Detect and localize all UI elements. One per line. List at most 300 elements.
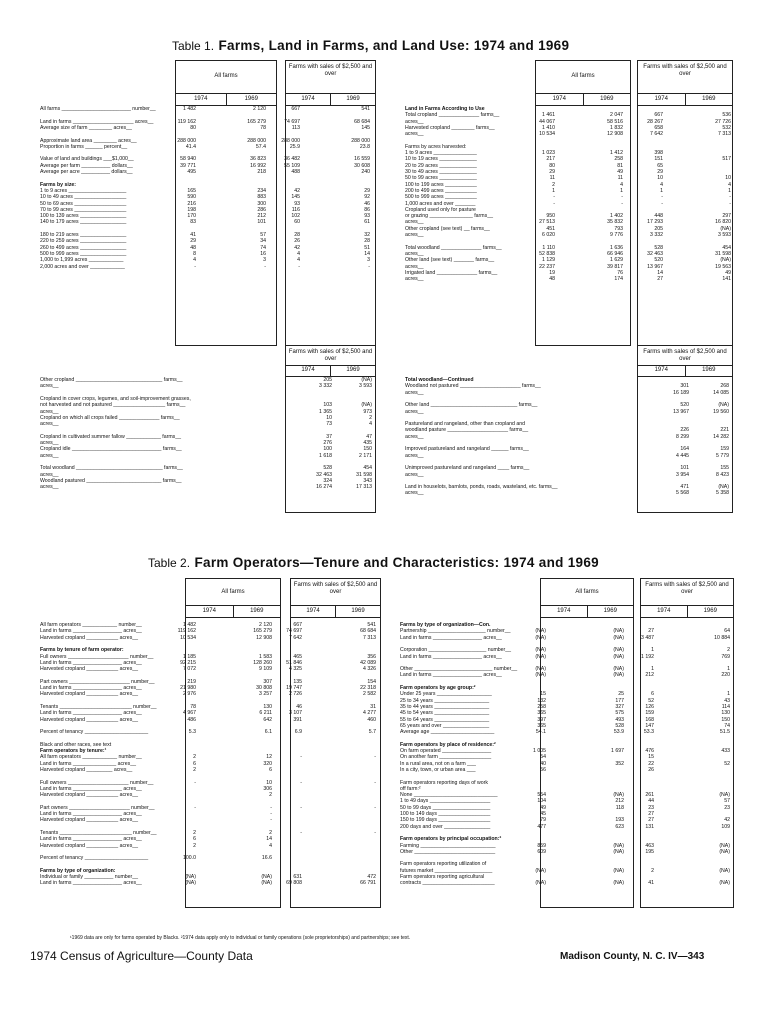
- cell-value: (NA): [613, 672, 624, 679]
- cell-value: (NA): [718, 402, 729, 409]
- cell-value: 113: [291, 124, 300, 131]
- cell-value: 145: [361, 124, 370, 131]
- cell-value: 126: [645, 703, 654, 710]
- t2-right-sales-header: [640, 578, 734, 618]
- row-label: Unimproved pastureland and rangeland ____ farms__: [405, 465, 530, 472]
- cell-value: 4 326: [363, 666, 376, 673]
- table1-heading: Farms, Land in Farms, and Land Use: 1974 and 1969: [218, 38, 570, 53]
- row-label: Harvested cropland ___________ acres__: [40, 817, 139, 824]
- cell-value: 100: [323, 446, 332, 453]
- table-row: [400, 880, 735, 886]
- cell-value: 486: [187, 716, 196, 723]
- cell-value: 642: [263, 716, 272, 723]
- cell-value: 42 089: [360, 659, 376, 666]
- cell-value: 93: [294, 200, 300, 207]
- cell-value: 1 023: [542, 150, 555, 157]
- cell-value: 240: [361, 169, 370, 175]
- cell-value: 40: [540, 760, 546, 767]
- cell-value: 48: [190, 244, 196, 251]
- cell-value: 433: [721, 748, 730, 754]
- cell-value: 69 808: [286, 880, 302, 887]
- row-label: not harvested and not pastured __________________ farms__: [40, 402, 186, 409]
- row-label: Farms by tenure of farm operator:: [40, 647, 124, 654]
- cell-value: -: [621, 194, 623, 201]
- cell-value: 2: [193, 766, 196, 773]
- row-label: Farm operators by place of residence:²: [400, 741, 496, 748]
- cell-value: 288 000: [177, 137, 196, 144]
- row-label: acres__: [405, 471, 424, 478]
- year-1969: 1969: [233, 606, 281, 617]
- cell-value: 43: [724, 697, 730, 704]
- row-label: 140 to 179 acres ________________: [40, 219, 127, 226]
- cell-value: 21 980: [180, 685, 196, 691]
- cell-value: 68 684: [360, 628, 376, 635]
- cell-value: 14: [266, 836, 272, 843]
- header-group-label: Farms with sales of $2,500 and over: [645, 582, 729, 595]
- cell-value: 26: [294, 238, 300, 245]
- cell-value: 8: [193, 250, 196, 257]
- cell-value: 30 808: [256, 685, 272, 691]
- row-label: Harvested cropland ___________ acres__: [40, 691, 139, 698]
- cell-value: 48: [549, 276, 555, 283]
- row-label: Land in farms _________________ acres__: [40, 836, 142, 843]
- cell-value: -: [300, 804, 302, 811]
- row-label: 45 to 54 years ___________________: [400, 710, 490, 717]
- table2-heading: Farm Operators—Tenure and Characteristics: 1974 and 1969: [194, 555, 599, 570]
- cell-value: 623: [615, 823, 624, 830]
- row-label: Land in farms _________________ acres__: [40, 880, 142, 887]
- cell-value: 61: [364, 219, 370, 226]
- cell-value: (NA): [613, 842, 624, 849]
- cell-value: (NA): [719, 867, 730, 874]
- row-label: Harvested cropland ___________ acres__: [40, 842, 139, 849]
- table-row: [40, 880, 385, 886]
- cell-value: -: [621, 200, 623, 207]
- cell-value: 73: [326, 421, 332, 428]
- cell-value: 42: [294, 187, 300, 194]
- cell-value: 212: [257, 213, 266, 220]
- row-label: Improved pastureland and rangeland ______ farms__: [405, 446, 529, 453]
- cell-value: 5 568: [676, 490, 689, 497]
- year-1969: 1969: [330, 94, 375, 105]
- cell-value: (NA): [535, 867, 546, 874]
- cell-value: 216: [187, 200, 196, 207]
- row-label: or grazing _______________ farms__: [405, 213, 493, 220]
- row-label: Average age ______________________: [400, 729, 495, 736]
- cell-value: 16 274: [316, 484, 332, 491]
- cell-value: 27: [648, 817, 654, 824]
- cell-value: 658: [654, 124, 663, 131]
- cell-value: 16 189: [673, 389, 689, 396]
- cell-value: 1: [660, 187, 663, 194]
- cell-value: 1 410: [542, 124, 555, 131]
- cell-value: 29: [549, 169, 555, 175]
- table2-title: [148, 554, 599, 572]
- cell-value: 6: [269, 766, 272, 773]
- row-label: contracts _________________________: [400, 880, 495, 887]
- row-label: Cropland idle _______________________________ farms__: [40, 446, 182, 453]
- cell-value: (NA): [613, 653, 624, 660]
- cell-value: 2 171: [359, 452, 372, 459]
- cell-value: 6: [651, 691, 654, 698]
- cell-value: 536: [722, 112, 731, 119]
- cell-value: 493: [615, 716, 624, 723]
- row-label: acres__: [405, 263, 424, 270]
- cell-value: (NA): [185, 880, 196, 887]
- row-label: Farming __________________________: [400, 842, 496, 849]
- cell-value: 32 463: [316, 471, 332, 478]
- row-label: acres__: [40, 421, 59, 428]
- cell-value: 221: [720, 427, 729, 434]
- row-label: acres__: [40, 471, 59, 478]
- cell-value: 83: [190, 219, 196, 226]
- cell-value: -: [729, 200, 731, 207]
- cell-value: 44: [648, 798, 654, 805]
- header-group-label: Farms with sales of $2,500 and over: [293, 582, 378, 595]
- cell-value: 1 129: [542, 257, 555, 264]
- cell-value: 10 534: [180, 634, 196, 641]
- cell-value: 397: [537, 716, 546, 723]
- cell-value: 7 313: [718, 131, 731, 138]
- cell-value: 2: [369, 414, 372, 421]
- cell-value: -: [374, 754, 376, 761]
- row-label: Land in farms _________________ acres__: [40, 811, 142, 817]
- row-label: acres__: [405, 250, 424, 257]
- row-label: Farms by acres harvested:: [405, 143, 467, 150]
- cell-value: 667: [293, 622, 302, 628]
- t1-bl-sales-header: [285, 346, 376, 366]
- cell-value: 217: [546, 156, 555, 163]
- cell-value: 4: [297, 250, 300, 257]
- cell-value: 130: [721, 710, 730, 717]
- cell-value: 19 563: [715, 263, 731, 270]
- row-label: acres__: [405, 452, 424, 459]
- row-label: Farms by type of organization—Con.: [400, 622, 491, 628]
- cell-value: 58 940: [180, 156, 196, 163]
- cell-value: -: [270, 804, 272, 811]
- row-label: Total cropland ______________ farms__: [405, 112, 500, 119]
- year-1974: 1974: [654, 96, 668, 102]
- cell-value: 1 583: [259, 653, 272, 660]
- table-row: [405, 276, 735, 282]
- row-label: 500 to 999 acres ___________: [405, 194, 477, 201]
- cell-value: 27 726: [715, 118, 731, 125]
- row-label: Cropland used only for pasture: [405, 206, 476, 213]
- cell-value: 276: [323, 440, 332, 446]
- cell-value: 119 162: [177, 628, 196, 635]
- cell-value: 150: [363, 446, 372, 453]
- year-1974: 1974: [194, 96, 208, 102]
- cell-value: 528: [654, 244, 663, 251]
- cell-value: (NA): [261, 874, 272, 880]
- cell-value: (NA): [261, 880, 272, 887]
- cell-value: 145: [291, 194, 300, 201]
- cell-value: (NA): [361, 377, 372, 383]
- cell-value: 25: [618, 691, 624, 698]
- row-label: Land in farms _______________ acres__: [40, 760, 137, 767]
- cell-value: 3 332: [650, 232, 663, 238]
- cell-value: 41: [648, 880, 654, 887]
- cell-value: -: [300, 754, 302, 761]
- cell-value: 23.8: [359, 143, 370, 150]
- cell-value: 212: [645, 672, 654, 679]
- cell-value: 13 967: [673, 408, 689, 415]
- cell-value: 1 482: [183, 106, 196, 112]
- cell-value: 6 020: [542, 232, 555, 238]
- cell-value: 2 976: [183, 691, 196, 698]
- cell-value: 7 642: [289, 634, 302, 641]
- row-label: 55 to 64 years ___________________: [400, 716, 490, 723]
- row-label: Average size of farm ________ acres__: [40, 124, 132, 131]
- row-label: In a city, town, or urban area ___: [400, 766, 476, 773]
- cell-value: 2: [193, 754, 196, 761]
- cell-value: 14: [364, 250, 370, 257]
- row-label: acres__: [40, 440, 59, 446]
- cell-value: 11: [617, 175, 623, 182]
- row-label: 1 to 9 acres ____________________: [40, 187, 127, 194]
- row-label: Tenants _________________________ number__: [40, 829, 157, 836]
- cell-value: 151: [654, 156, 663, 163]
- row-label: Average per farm __________ dollars__: [40, 162, 133, 169]
- t2-left-sales-header: [290, 578, 381, 618]
- cell-value: 16 559: [354, 156, 370, 163]
- row-label: Land in farms _________________ acres__: [40, 785, 142, 792]
- row-label: Cropland in cover crops, legumes, and soil-improvement grasses,: [40, 395, 191, 402]
- cell-value: -: [300, 779, 302, 786]
- cell-value: 42: [724, 817, 730, 824]
- row-label: Land in farms _________________ acres__: [40, 628, 142, 635]
- cell-value: 1 629: [610, 257, 623, 264]
- cell-value: 22: [648, 760, 654, 767]
- cell-value: 532: [722, 124, 731, 131]
- table1-label: Table 1.: [172, 39, 215, 53]
- cell-value: 288 000: [281, 137, 300, 144]
- cell-value: -: [374, 779, 376, 786]
- cell-value: -: [553, 194, 555, 201]
- cell-value: 1: [728, 187, 731, 194]
- cell-value: 463: [645, 842, 654, 849]
- year-1974: 1974: [202, 608, 216, 614]
- cell-value: (NA): [718, 484, 729, 491]
- cell-value: 3 487: [641, 634, 654, 641]
- cell-value: 64: [724, 628, 730, 635]
- t2-right-allfarms-header: [540, 578, 634, 618]
- year-1969: 1969: [226, 94, 277, 105]
- cell-value: 165 279: [247, 118, 266, 125]
- cell-value: 32 463: [647, 250, 663, 257]
- cell-value: 28: [294, 232, 300, 238]
- cell-value: 22 237: [539, 263, 555, 270]
- cell-value: 80: [549, 162, 555, 169]
- row-label: Full owners _____________________ number__: [40, 779, 154, 786]
- cell-value: 16: [260, 250, 266, 257]
- cell-value: 11: [549, 175, 555, 182]
- cell-value: 66 791: [360, 880, 376, 887]
- row-label: Other cropland ______________________________ farms__: [40, 377, 183, 383]
- row-label: 200 days and over ________________: [400, 823, 491, 830]
- row-label: Farm operators reporting days of work: [400, 779, 488, 786]
- cell-value: 2: [727, 647, 730, 654]
- row-label: acres__: [405, 131, 424, 138]
- cell-value: 42: [294, 244, 300, 251]
- row-label: acres__: [40, 383, 59, 390]
- footer-county-page: Madison County, N. C. IV—343: [560, 951, 705, 962]
- cell-value: 7 313: [363, 634, 376, 641]
- cell-value: 10 534: [539, 131, 555, 138]
- cell-value: 17 313: [356, 484, 372, 491]
- cell-value: 2 120: [253, 106, 266, 112]
- cell-value: 28 267: [647, 118, 663, 125]
- cell-value: -: [374, 804, 376, 811]
- year-1974: 1974: [557, 608, 571, 614]
- cell-value: 517: [722, 156, 731, 163]
- cell-value: 495: [187, 169, 196, 175]
- cell-value: 80: [190, 124, 196, 131]
- cell-value: 435: [363, 440, 372, 446]
- cell-value: 4: [269, 842, 272, 849]
- cell-value: 1: [727, 666, 730, 673]
- cell-value: 1 697: [611, 748, 624, 754]
- cell-value: 100.0: [183, 855, 196, 862]
- cell-value: 3 954: [676, 471, 689, 478]
- cell-value: 10: [657, 175, 663, 182]
- t1-right-sales-header: [637, 60, 733, 106]
- cell-value: 13 967: [647, 263, 663, 270]
- row-label: off farm:²: [400, 785, 421, 792]
- row-label: Irrigated land ______________ farms__: [405, 269, 498, 276]
- cell-value: 528: [323, 465, 332, 472]
- cell-value: 22 318: [360, 685, 376, 691]
- cell-value: 12 908: [607, 131, 623, 138]
- header-group-label: All farms: [221, 589, 245, 595]
- row-label: Harvested cropland ___________ acres__: [40, 792, 139, 799]
- row-label: Farm operators by tenure:¹: [40, 748, 107, 754]
- cell-value: -: [374, 829, 376, 836]
- row-label: Pastureland and rangeland, other than cropland and: [405, 421, 525, 428]
- table1-title: [172, 37, 569, 55]
- cell-value: 307: [263, 678, 272, 685]
- row-label: Farm operators reporting agricultural: [400, 874, 485, 880]
- cell-value: 15: [648, 754, 654, 761]
- cell-value: 7 072: [183, 666, 196, 673]
- row-label: 200 to 499 acres ___________: [405, 187, 477, 194]
- cell-value: 288 000: [247, 137, 266, 144]
- row-label: Part owners _____________________ number__: [40, 678, 155, 685]
- cell-value: 4 277: [363, 710, 376, 717]
- cell-value: 1: [727, 691, 730, 698]
- cell-value: 300: [257, 200, 266, 207]
- cell-value: 14: [657, 269, 663, 276]
- cell-value: 460: [367, 716, 376, 723]
- row-label: acres__: [40, 484, 59, 491]
- cell-value: 324: [323, 477, 332, 484]
- cell-value: 3 593: [359, 383, 372, 390]
- cell-value: 541: [361, 106, 370, 112]
- cell-value: 74 697: [284, 118, 300, 125]
- cell-value: 195: [645, 848, 654, 855]
- cell-value: 1: [552, 187, 555, 194]
- cell-value: 2 047: [610, 112, 623, 119]
- row-label: acres__: [405, 433, 424, 440]
- cell-value: (NA): [613, 647, 624, 654]
- cell-value: (NA): [720, 225, 731, 232]
- cell-value: 8 299: [676, 433, 689, 440]
- cell-value: 541: [367, 622, 376, 628]
- year-1969: 1969: [687, 606, 734, 617]
- cell-value: (NA): [613, 628, 624, 635]
- cell-value: (NA): [613, 867, 624, 874]
- row-label: 260 to 499 acres ________________: [40, 244, 127, 251]
- row-label: Part owners _____________________ number__: [40, 804, 155, 811]
- cell-value: 212: [615, 798, 624, 805]
- cell-value: 4: [660, 181, 663, 188]
- cell-value: 268: [720, 383, 729, 390]
- row-label: 100 to 149 days __________________: [400, 811, 491, 817]
- cell-value: 14 282: [713, 433, 729, 440]
- row-label: acres__: [40, 408, 59, 415]
- cell-value: 193: [615, 817, 624, 824]
- cell-value: 23: [648, 804, 654, 811]
- cell-value: (NA): [613, 666, 624, 673]
- cell-value: 26: [648, 766, 654, 773]
- cell-value: 29: [657, 169, 663, 175]
- cell-value: 74: [260, 244, 266, 251]
- header-group-label: All farms: [571, 73, 595, 79]
- cell-value: 109: [721, 823, 730, 830]
- row-label: 100 to 199 acres ___________: [405, 181, 477, 188]
- row-label: Farm operators reporting utilization of: [400, 861, 487, 868]
- cell-value: 36 823: [250, 156, 266, 163]
- row-label: 1,000 to 1,999 acres ____________: [40, 257, 124, 264]
- row-label: In a rural area, not on a farm ___: [400, 760, 476, 767]
- row-label: acres__: [405, 389, 424, 396]
- year-1974: 1974: [657, 608, 671, 614]
- cell-value: (NA): [535, 653, 546, 660]
- cell-value: 520: [654, 257, 663, 264]
- cell-value: 66 946: [607, 250, 623, 257]
- row-label: acres__: [40, 452, 59, 459]
- cell-value: 3: [263, 257, 266, 264]
- cell-value: 93: [364, 213, 370, 220]
- cell-value: 103: [323, 402, 332, 409]
- cell-value: 14 085: [713, 389, 729, 396]
- cell-value: 49: [725, 269, 731, 276]
- cell-value: 46: [296, 703, 302, 710]
- cell-value: 4 325: [289, 666, 302, 673]
- cell-value: 51 846: [286, 659, 302, 666]
- cell-value: 1: [651, 666, 654, 673]
- cell-value: (NA): [720, 257, 731, 264]
- table-row: [405, 490, 733, 496]
- cell-value: 9 109: [259, 666, 272, 673]
- cell-value: 667: [654, 112, 663, 119]
- year-1969: 1969: [685, 365, 733, 376]
- cell-value: 51.5: [719, 729, 730, 736]
- cell-value: 234: [257, 187, 266, 194]
- row-label: Proportion in farms ______ percent__: [40, 143, 128, 150]
- cell-value: 631: [293, 874, 302, 880]
- cell-value: 10: [326, 414, 332, 421]
- row-label: 50 to 99 acres _____________: [405, 175, 477, 182]
- cell-value: 343: [363, 477, 372, 484]
- cell-value: 30 608: [354, 162, 370, 169]
- cell-value: 2: [193, 829, 196, 836]
- year-1974: 1974: [654, 367, 668, 373]
- cell-value: 352: [615, 760, 624, 767]
- cell-value: 10 884: [714, 634, 730, 641]
- cell-value: 520: [680, 402, 689, 409]
- row-label: 100 to 139 acres ________________: [40, 213, 127, 220]
